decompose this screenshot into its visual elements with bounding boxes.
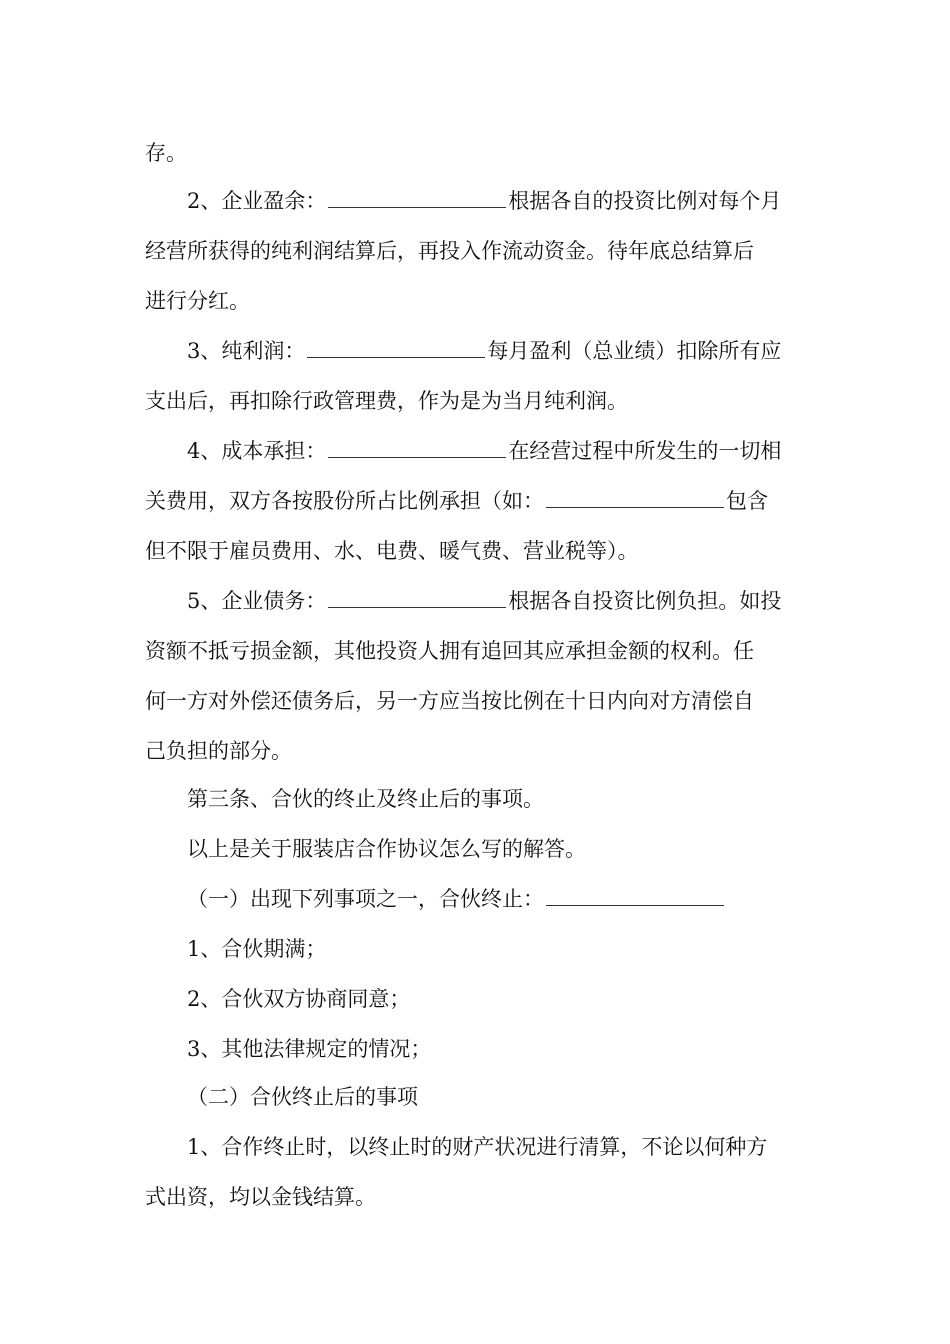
line-text: 1、合伙期满； [187, 937, 327, 961]
line-text: 1、合作终止时，以终止时的财产状况进行清算，不论以何种方 [187, 1135, 768, 1159]
text-line [145, 736, 292, 766]
text-line [145, 138, 187, 168]
summary-line [187, 834, 586, 864]
fill-in-blank[interactable] [328, 587, 506, 608]
line-text: 但不限于雇员费用、水、电费、暖气费、营业税等）。 [145, 539, 639, 563]
clause-cost-bearing [187, 436, 781, 466]
clause-net-profit [187, 336, 781, 366]
text-line [145, 536, 639, 566]
clause-enterprise-surplus [187, 186, 781, 216]
line-text: 包含 [726, 489, 768, 513]
fill-in-blank[interactable] [546, 487, 724, 508]
clause-enterprise-debt [187, 586, 781, 616]
line-text: （一）出现下列事项之一，合伙终止： [187, 887, 544, 911]
line-text: 关费用，双方各按股份所占比例承担（如： [145, 489, 544, 513]
list-item [187, 1132, 767, 1162]
line-text: 何一方对外偿还债务后，另一方应当按比例在十日内向对方清偿自 [145, 689, 754, 713]
line-text: 式出资，均以金钱结算。 [145, 1185, 376, 1209]
subsection-termination [187, 884, 726, 914]
clause-label: 2、企业盈余： [187, 189, 327, 213]
line-text: 3、其他法律规定的情况； [187, 1037, 432, 1061]
line-text: 以上是关于服装店合作协议怎么写的解答。 [187, 837, 586, 861]
text-line [145, 236, 754, 266]
fill-in-blank[interactable] [546, 885, 724, 906]
clause-label: 3、纯利润： [187, 339, 306, 363]
line-text: 支出后，再扣除行政管理费，作为是为当月纯利润。 [145, 389, 628, 413]
line-text: 经营所获得的纯利润结算后，再投入作流动资金。待年底总结算后 [145, 239, 754, 263]
text-line [145, 286, 250, 316]
fill-in-blank[interactable] [328, 437, 506, 458]
fill-in-blank[interactable] [328, 187, 506, 208]
text-line [145, 636, 754, 666]
line-text: （二）合伙终止后的事项 [187, 1085, 418, 1109]
text-line [145, 386, 628, 416]
text-line [145, 486, 768, 516]
list-item [187, 934, 326, 964]
text-line [145, 1182, 376, 1212]
clause-text: 在经营过程中所发生的一切相 [508, 439, 782, 463]
text-line [145, 686, 754, 716]
line-text: 己负担的部分。 [145, 739, 292, 763]
clause-label: 4、成本承担： [187, 439, 327, 463]
subsection-after-termination [187, 1082, 418, 1112]
list-item [187, 984, 410, 1014]
clause-text: 每月盈利（总业绩）扣除所有应 [487, 339, 782, 363]
list-item [187, 1034, 431, 1064]
line-text: 资额不抵亏损金额，其他投资人拥有追回其应承担金额的权利。任 [145, 639, 754, 663]
heading-text: 第三条、合伙的终止及终止后的事项。 [187, 787, 544, 811]
clause-text: 根据各自投资比例负担。如投 [508, 589, 782, 613]
line-text: 存。 [145, 141, 187, 165]
line-text: 2、合伙双方协商同意； [187, 987, 411, 1011]
fill-in-blank[interactable] [307, 337, 485, 358]
clause-text: 根据各自的投资比例对每个月 [508, 189, 782, 213]
clause-label: 5、企业债务： [187, 589, 327, 613]
line-text: 进行分红。 [145, 289, 250, 313]
section-heading [187, 784, 544, 814]
